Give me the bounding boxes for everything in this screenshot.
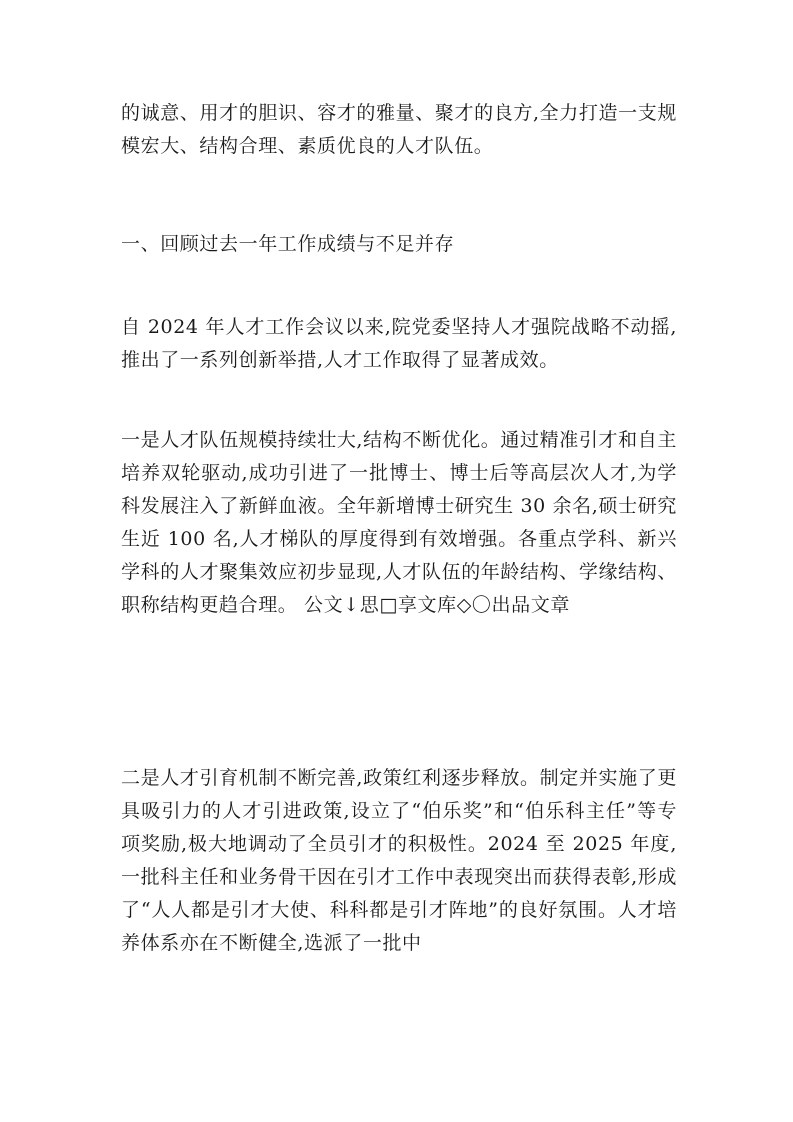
paragraph-point-one: 一是人才队伍规模持续壮大,结构不断优化。通过精准引才和自主培养双轮驱动,成功引进了一批博士、博士后等高层次人才,为学科发展注入了新鲜血液。全年新增博士研究生 30 余名,硕士研究生近 100 名,人才梯队的厚度得到有效增强。各重点学科、新兴学科的人才聚集效应初步显现,人才队伍的年龄结构、学缘结构、职称结构更趋合理。 公文↓思□享文库◇〇出品文章 bbox=[121, 429, 677, 616]
paragraph-point-two: 二是人才引育机制不断完善,政策红利逐步释放。制定并实施了更具吸引力的人才引进政策,设立了“伯乐奖”和“伯乐科主任”等专项奖励,极大地调动了全员引才的积极性。2024 至 2025 年度,一批科主任和业务骨干因在引才工作中表现突出而获得表彰,形成了“人人都是引才大使、科科都是引才阵地”的良好氛围。人才培养体系亦在不断健全,选派了一批中 bbox=[121, 767, 677, 954]
paragraph-intro-continuation: 的诚意、用才的胆识、容才的雅量、聚才的良方,全力打造一支规模宏大、结构合理、素质优良的人才队伍。 bbox=[121, 102, 677, 157]
paragraph-overview: 自 2024 年人才工作会议以来,院党委坚持人才强院战略不动摇,推出了一系列创新举措,人才工作取得了显著成效。 bbox=[121, 316, 677, 371]
section-heading: 一、回顾过去一年工作成绩与不足并存 bbox=[121, 233, 455, 255]
